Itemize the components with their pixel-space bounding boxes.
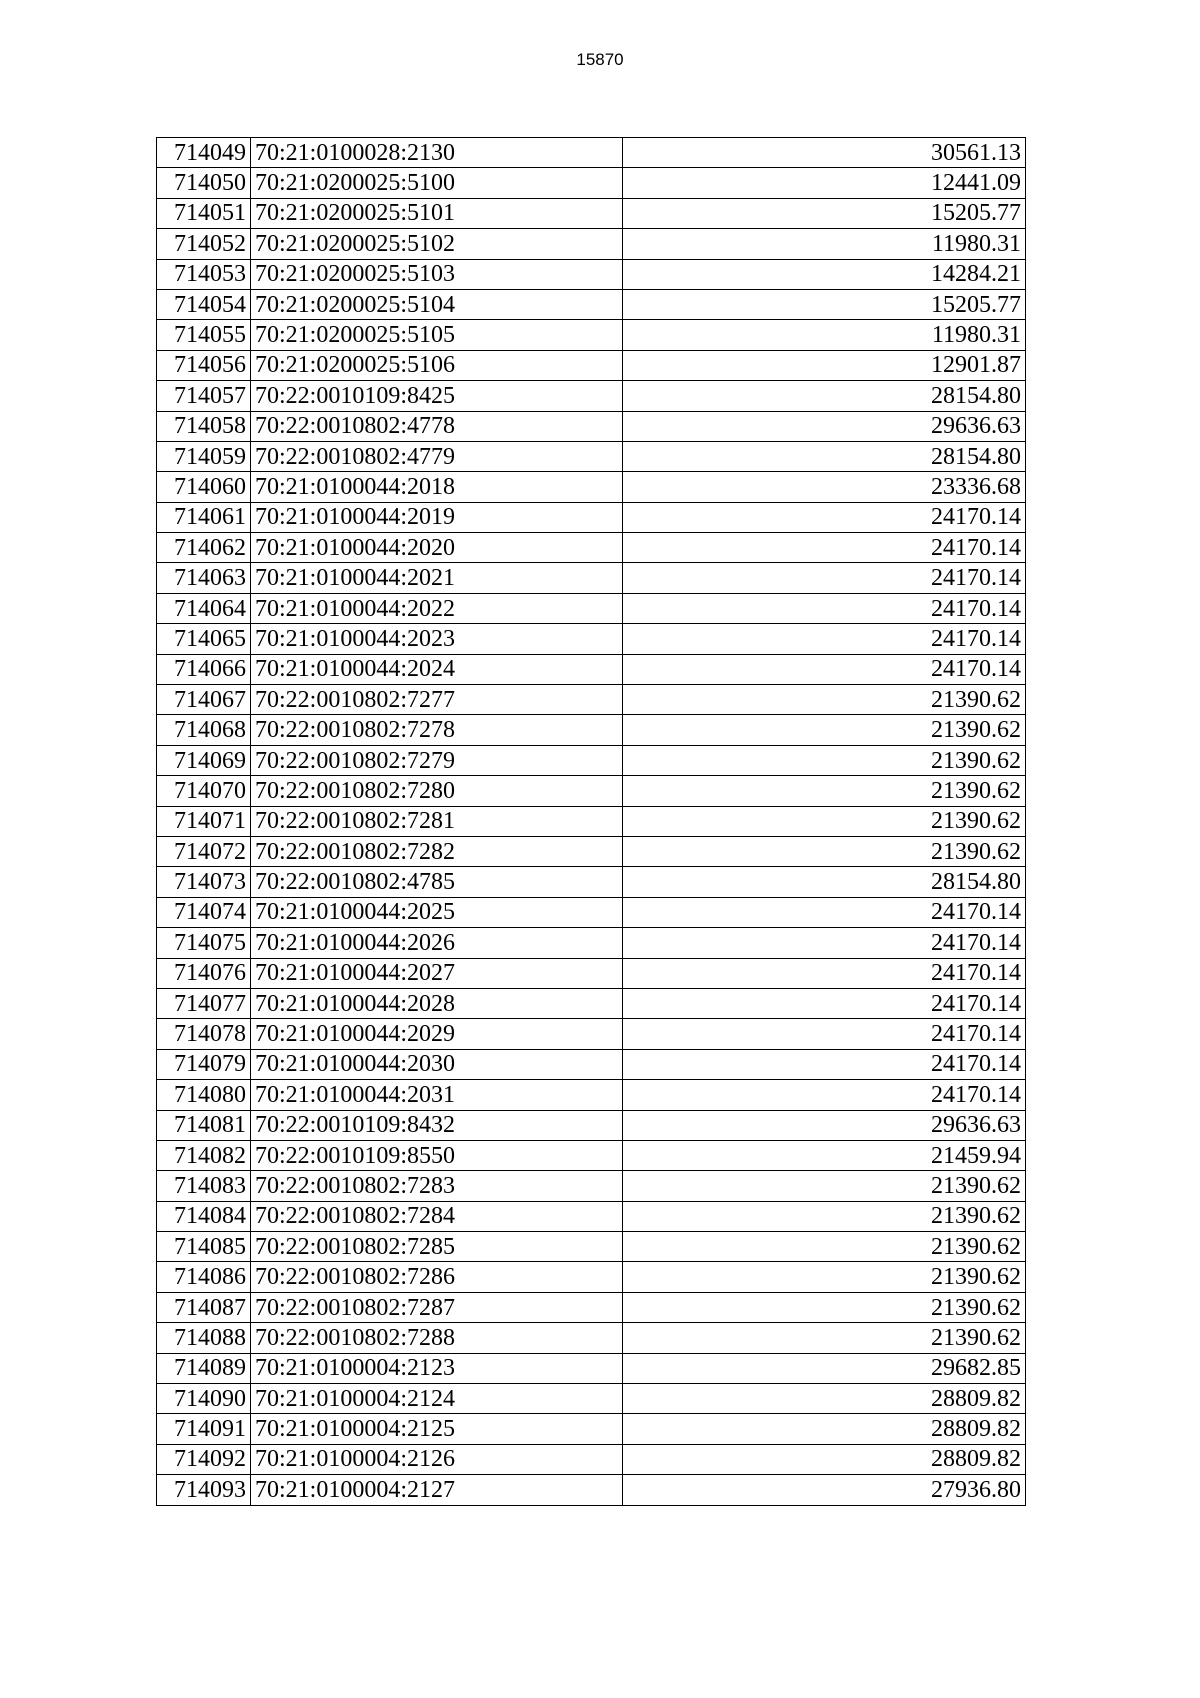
- row-number-cell: 714077: [157, 988, 251, 1018]
- cadastral-number-cell: 70:21:0100044:2025: [251, 897, 623, 927]
- value-cell: 28809.82: [623, 1414, 1026, 1444]
- value-cell: 21390.62: [623, 1171, 1026, 1201]
- value-cell: 30561.13: [623, 138, 1026, 168]
- row-number-cell: 714081: [157, 1110, 251, 1140]
- row-number-cell: 714050: [157, 168, 251, 198]
- row-number-cell: 714093: [157, 1475, 251, 1505]
- value-cell: 28154.80: [623, 867, 1026, 897]
- value-cell: 29636.63: [623, 411, 1026, 441]
- row-number-cell: 714059: [157, 441, 251, 471]
- cadastral-number-cell: 70:22:0010109:8425: [251, 381, 623, 411]
- row-number-cell: 714092: [157, 1444, 251, 1474]
- row-number-cell: 714070: [157, 776, 251, 806]
- table-row: [157, 867, 1026, 897]
- table-row: [157, 685, 1026, 715]
- value-cell: 15205.77: [623, 289, 1026, 319]
- table-row: [157, 229, 1026, 259]
- row-number-cell: 714078: [157, 1019, 251, 1049]
- table-row: [157, 1384, 1026, 1414]
- row-number-cell: 714054: [157, 289, 251, 319]
- table-row: [157, 1292, 1026, 1322]
- row-number-cell: 714062: [157, 533, 251, 563]
- row-number-cell: 714063: [157, 563, 251, 593]
- cadastral-number-cell: 70:22:0010802:7279: [251, 745, 623, 775]
- value-cell: 21390.62: [623, 1292, 1026, 1322]
- value-cell: 21390.62: [623, 776, 1026, 806]
- cadastral-number-cell: 70:22:0010109:8432: [251, 1110, 623, 1140]
- table-row: [157, 1444, 1026, 1474]
- table-row: [157, 381, 1026, 411]
- table-row: [157, 654, 1026, 684]
- table-row: [157, 320, 1026, 350]
- table-row: [157, 441, 1026, 471]
- row-number-cell: 714085: [157, 1232, 251, 1262]
- value-cell: 28154.80: [623, 381, 1026, 411]
- cadastral-number-cell: 70:21:0100044:2024: [251, 654, 623, 684]
- cadastral-number-cell: 70:21:0200025:5101: [251, 198, 623, 228]
- cadastral-number-cell: 70:22:0010802:7278: [251, 715, 623, 745]
- row-number-cell: 714090: [157, 1384, 251, 1414]
- table-row: [157, 593, 1026, 623]
- row-number-cell: 714073: [157, 867, 251, 897]
- cadastral-number-cell: 70:21:0100044:2029: [251, 1019, 623, 1049]
- table-row: [157, 289, 1026, 319]
- table-row: [157, 1019, 1026, 1049]
- table-row: [157, 1323, 1026, 1353]
- value-cell: 24170.14: [623, 1049, 1026, 1079]
- table-row: [157, 1201, 1026, 1231]
- value-cell: 21390.62: [623, 1232, 1026, 1262]
- table-row: [157, 168, 1026, 198]
- cadastral-number-cell: 70:21:0200025:5104: [251, 289, 623, 319]
- value-cell: 21390.62: [623, 1201, 1026, 1231]
- row-number-cell: 714057: [157, 381, 251, 411]
- value-cell: 21390.62: [623, 836, 1026, 866]
- row-number-cell: 714069: [157, 745, 251, 775]
- row-number-cell: 714066: [157, 654, 251, 684]
- row-number-cell: 714089: [157, 1353, 251, 1383]
- table-row: [157, 745, 1026, 775]
- table-row: [157, 1049, 1026, 1079]
- cadastral-number-cell: 70:22:0010802:7283: [251, 1171, 623, 1201]
- table-row: [157, 715, 1026, 745]
- cadastral-number-cell: 70:22:0010802:7287: [251, 1292, 623, 1322]
- cadastral-number-cell: 70:21:0200025:5105: [251, 320, 623, 350]
- row-number-cell: 714058: [157, 411, 251, 441]
- value-cell: 12441.09: [623, 168, 1026, 198]
- row-number-cell: 714082: [157, 1140, 251, 1170]
- table-row: [157, 533, 1026, 563]
- value-cell: 24170.14: [623, 502, 1026, 532]
- row-number-cell: 714075: [157, 928, 251, 958]
- value-cell: 28809.82: [623, 1444, 1026, 1474]
- row-number-cell: 714086: [157, 1262, 251, 1292]
- cadastral-number-cell: 70:21:0100044:2027: [251, 958, 623, 988]
- row-number-cell: 714084: [157, 1201, 251, 1231]
- table-row: [157, 988, 1026, 1018]
- cadastral-number-cell: 70:22:0010802:7286: [251, 1262, 623, 1292]
- value-cell: 15205.77: [623, 198, 1026, 228]
- value-cell: 23336.68: [623, 472, 1026, 502]
- cadastral-number-cell: 70:21:0100004:2125: [251, 1414, 623, 1444]
- table-row: [157, 1232, 1026, 1262]
- cadastral-number-cell: 70:21:0100044:2020: [251, 533, 623, 563]
- row-number-cell: 714067: [157, 685, 251, 715]
- table-row: [157, 624, 1026, 654]
- value-cell: 21459.94: [623, 1140, 1026, 1170]
- value-cell: 21390.62: [623, 806, 1026, 836]
- table-row: [157, 1140, 1026, 1170]
- value-cell: 11980.31: [623, 320, 1026, 350]
- value-cell: 21390.62: [623, 715, 1026, 745]
- cadastral-number-cell: 70:22:0010802:7282: [251, 836, 623, 866]
- row-number-cell: 714072: [157, 836, 251, 866]
- table-row: [157, 1475, 1026, 1505]
- cadastral-number-cell: 70:21:0100028:2130: [251, 138, 623, 168]
- value-cell: 28809.82: [623, 1384, 1026, 1414]
- cadastral-number-cell: 70:21:0100044:2019: [251, 502, 623, 532]
- table-row: [157, 411, 1026, 441]
- value-cell: 28154.80: [623, 441, 1026, 471]
- value-cell: 21390.62: [623, 685, 1026, 715]
- table-row: [157, 897, 1026, 927]
- cadastral-number-cell: 70:21:0100004:2126: [251, 1444, 623, 1474]
- cadastral-number-cell: 70:21:0100044:2022: [251, 593, 623, 623]
- cadastral-number-cell: 70:22:0010802:4779: [251, 441, 623, 471]
- value-cell: 29682.85: [623, 1353, 1026, 1383]
- row-number-cell: 714053: [157, 259, 251, 289]
- row-number-cell: 714071: [157, 806, 251, 836]
- cadastral-number-cell: 70:21:0100004:2123: [251, 1353, 623, 1383]
- value-cell: 21390.62: [623, 1262, 1026, 1292]
- row-number-cell: 714091: [157, 1414, 251, 1444]
- row-number-cell: 714079: [157, 1049, 251, 1079]
- registry-table-body: [157, 138, 1026, 1506]
- value-cell: 21390.62: [623, 1323, 1026, 1353]
- cadastral-number-cell: 70:21:0100044:2031: [251, 1080, 623, 1110]
- row-number-cell: 714080: [157, 1080, 251, 1110]
- row-number-cell: 714052: [157, 229, 251, 259]
- value-cell: 24170.14: [623, 563, 1026, 593]
- table-row: [157, 472, 1026, 502]
- page-number: 15870: [576, 50, 624, 69]
- cadastral-number-cell: 70:21:0200025:5100: [251, 168, 623, 198]
- cadastral-number-cell: 70:21:0200025:5103: [251, 259, 623, 289]
- value-cell: 14284.21: [623, 259, 1026, 289]
- value-cell: 24170.14: [623, 533, 1026, 563]
- row-number-cell: 714083: [157, 1171, 251, 1201]
- cadastral-number-cell: 70:21:0100044:2028: [251, 988, 623, 1018]
- table-row: [157, 502, 1026, 532]
- table-row: [157, 1110, 1026, 1140]
- row-number-cell: 714076: [157, 958, 251, 988]
- value-cell: 24170.14: [623, 928, 1026, 958]
- cadastral-number-cell: 70:21:0100044:2023: [251, 624, 623, 654]
- table-row: [157, 563, 1026, 593]
- cadastral-number-cell: 70:21:0200025:5102: [251, 229, 623, 259]
- value-cell: 24170.14: [623, 897, 1026, 927]
- table-row: [157, 806, 1026, 836]
- row-number-cell: 714061: [157, 502, 251, 532]
- table-row: [157, 1262, 1026, 1292]
- value-cell: 24170.14: [623, 624, 1026, 654]
- value-cell: 24170.14: [623, 654, 1026, 684]
- table-row: [157, 1353, 1026, 1383]
- cadastral-number-cell: 70:22:0010802:7277: [251, 685, 623, 715]
- value-cell: 29636.63: [623, 1110, 1026, 1140]
- cadastral-number-cell: 70:22:0010109:8550: [251, 1140, 623, 1170]
- row-number-cell: 714060: [157, 472, 251, 502]
- table-row: [157, 836, 1026, 866]
- row-number-cell: 714064: [157, 593, 251, 623]
- table-row: [157, 776, 1026, 806]
- table-row: [157, 1171, 1026, 1201]
- cadastral-number-cell: 70:22:0010802:7288: [251, 1323, 623, 1353]
- row-number-cell: 714088: [157, 1323, 251, 1353]
- row-number-cell: 714065: [157, 624, 251, 654]
- value-cell: 24170.14: [623, 988, 1026, 1018]
- value-cell: 27936.80: [623, 1475, 1026, 1505]
- table-row: [157, 958, 1026, 988]
- value-cell: 24170.14: [623, 1080, 1026, 1110]
- row-number-cell: 714055: [157, 320, 251, 350]
- cadastral-number-cell: 70:22:0010802:7281: [251, 806, 623, 836]
- registry-table: [156, 137, 1026, 1506]
- table-row: [157, 1080, 1026, 1110]
- cadastral-number-cell: 70:21:0100044:2018: [251, 472, 623, 502]
- cadastral-number-cell: 70:21:0100044:2030: [251, 1049, 623, 1079]
- cadastral-number-cell: 70:22:0010802:7280: [251, 776, 623, 806]
- table-row: [157, 928, 1026, 958]
- cadastral-number-cell: 70:22:0010802:4778: [251, 411, 623, 441]
- cadastral-number-cell: 70:21:0100004:2124: [251, 1384, 623, 1414]
- cadastral-number-cell: 70:22:0010802:7285: [251, 1232, 623, 1262]
- value-cell: 21390.62: [623, 745, 1026, 775]
- row-number-cell: 714056: [157, 350, 251, 380]
- table-row: [157, 259, 1026, 289]
- cadastral-number-cell: 70:22:0010802:7284: [251, 1201, 623, 1231]
- cadastral-number-cell: 70:21:0200025:5106: [251, 350, 623, 380]
- table-row: [157, 350, 1026, 380]
- row-number-cell: 714068: [157, 715, 251, 745]
- row-number-cell: 714087: [157, 1292, 251, 1322]
- value-cell: 12901.87: [623, 350, 1026, 380]
- value-cell: 24170.14: [623, 593, 1026, 623]
- value-cell: 11980.31: [623, 229, 1026, 259]
- table-row: [157, 1414, 1026, 1444]
- table-row: [157, 198, 1026, 228]
- cadastral-number-cell: 70:22:0010802:4785: [251, 867, 623, 897]
- row-number-cell: 714074: [157, 897, 251, 927]
- row-number-cell: 714051: [157, 198, 251, 228]
- table-row: [157, 138, 1026, 168]
- cadastral-number-cell: 70:21:0100044:2021: [251, 563, 623, 593]
- row-number-cell: 714049: [157, 138, 251, 168]
- value-cell: 24170.14: [623, 958, 1026, 988]
- cadastral-number-cell: 70:21:0100004:2127: [251, 1475, 623, 1505]
- cadastral-number-cell: 70:21:0100044:2026: [251, 928, 623, 958]
- value-cell: 24170.14: [623, 1019, 1026, 1049]
